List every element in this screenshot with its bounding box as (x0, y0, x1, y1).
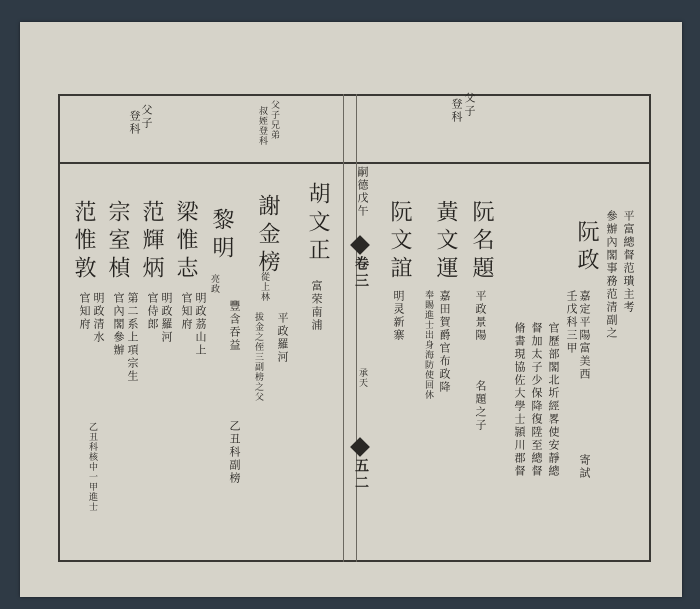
fold-volume: 卷三 (353, 256, 369, 290)
candidate-2-origin: 平政景陽 (474, 290, 487, 342)
candidate-6-relation: 拔金之侄三副榜之父 (253, 312, 263, 402)
header-label-3: 父子 (463, 92, 476, 118)
candidate-9-name: 范輝炳 (139, 200, 164, 284)
candidate-1-name: 阮政 (574, 220, 599, 276)
candidate-2-note: 名題之子 (474, 380, 487, 432)
candidate-11-origin: 明政清水 (92, 292, 105, 344)
candidate-1-exam: 壬戊科三甲 (565, 290, 578, 355)
candidate-1-origin: 嘉定平陽富美西 (578, 290, 591, 381)
candidate-11-office: 官知府 (78, 292, 91, 331)
candidate-8-origin: 明政茘山上 (194, 292, 207, 357)
candidate-4-origin: 明灵新寨 (392, 290, 405, 342)
candidate-7-name: 黎明 (209, 208, 234, 264)
header-label-2b: 叔姪登科 (257, 106, 267, 146)
candidate-3-origin: 嘉田賀爵官布政降 (438, 290, 451, 394)
candidate-9-office: 官侍郎 (146, 292, 159, 331)
header-label-3b: 登科 (450, 98, 463, 124)
candidate-7-note: 乙丑科副榜 (228, 420, 241, 485)
vice-examiner-line: 參辦內閣事務范清副之 (605, 210, 618, 340)
candidate-1-career-2: 督加太子少保降復陞至總督 (530, 322, 543, 478)
candidate-11-name: 范惟敦 (71, 200, 96, 284)
fold-page-number: 五二 (353, 458, 369, 492)
candidate-10-office: 官內閣參辦 (112, 292, 125, 357)
candidate-7-origin: 豐含吞益 (228, 300, 241, 352)
candidate-1-note: 寄試 (578, 454, 591, 480)
candidate-10-name: 宗室楨 (105, 200, 130, 284)
candidate-1-career-1: 官歷部閣北圻經畧使安靜總 (547, 322, 560, 478)
candidate-10-origin: 第二系上項宗生 (126, 292, 139, 383)
candidate-8-office: 官知府 (180, 292, 193, 331)
candidate-1-career-3: 脩書現協佐大學士頴川郡督 (513, 322, 526, 478)
candidate-2-name: 阮名題 (469, 200, 494, 284)
candidate-9-origin: 明政羅河 (160, 292, 173, 344)
candidate-11-exam: 乙丑科核中一甲進士 (87, 422, 97, 512)
candidate-4-name: 阮文誼 (387, 200, 412, 284)
candidate-5-name: 胡文正 (305, 182, 330, 266)
candidate-3-note: 奉賜進士出身海防使回休 (423, 290, 433, 400)
header-label-1: 父子 (140, 104, 153, 130)
candidate-3-name: 黃文運 (433, 200, 458, 284)
fold-place: 承天 (357, 368, 367, 388)
header-label-1b: 登科 (128, 110, 141, 136)
candidate-5-origin: 富荣南浦 (310, 280, 323, 332)
candidate-6-tag: 從上林 (259, 272, 269, 302)
examiner-line: 平富總督范璝主考 (622, 210, 635, 314)
book-page (20, 22, 682, 597)
fold-reign-year: 嗣德戊午 (356, 166, 369, 218)
candidate-8-name: 梁惟志 (173, 200, 198, 284)
candidate-7-tag: 亮政 (209, 274, 219, 294)
candidate-6-origin: 平政羅河 (276, 312, 289, 364)
header-label-2: 父子兄弟 (269, 100, 279, 140)
candidate-6-name: 謝金榜 (255, 194, 280, 278)
